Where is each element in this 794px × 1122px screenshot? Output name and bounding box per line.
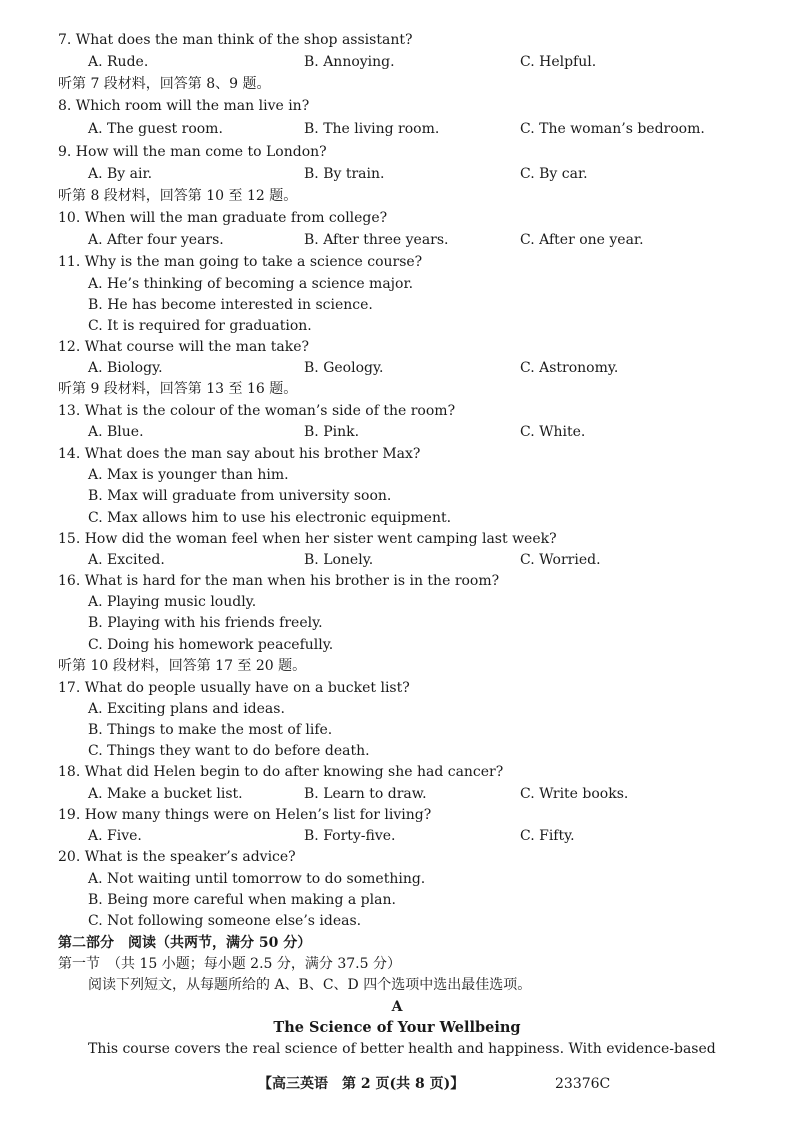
page-footer: [258, 1073, 611, 1095]
option-c: C. Astronomy.: [520, 360, 619, 376]
listening-instruction-9: 听第 9 段材料，回答第 13 至 16 题。: [58, 381, 298, 397]
option-b: B. Annoying.: [304, 54, 395, 70]
option-b: B. The living room.: [304, 121, 440, 137]
option-a: A. By air.: [88, 166, 153, 182]
option-c: C. Helpful.: [520, 54, 597, 70]
reading-instruction: 阅读下列短文，从每题所给的 A、B、C、D 四个选项中选出最佳选项。: [88, 977, 532, 993]
question-16: 16. What is hard for the man when his brother is in the room?: [58, 573, 500, 589]
question-19: 19. How many things were on Helen’s list for living?: [58, 807, 432, 823]
option-a: A. Make a bucket list.: [88, 786, 243, 802]
option-a: A. He’s thinking of becoming a science major.: [88, 276, 414, 292]
option-c: C. Doing his homework peacefully.: [88, 637, 334, 653]
option-a: A. The guest room.: [88, 121, 223, 137]
option-b: B. By train.: [304, 166, 385, 182]
passage-title: The Science of Your Wellbeing: [273, 1019, 521, 1036]
option-b: B. Geology.: [304, 360, 384, 376]
option-c: C. Write books.: [520, 786, 629, 802]
listening-instruction-10: 听第 10 段材料，回答第 17 至 20 题。: [58, 658, 307, 674]
section-1-heading: 第一节 （共 15 小题；每小题 2.5 分，满分 37.5 分）: [58, 956, 401, 972]
option-c: C. Worried.: [520, 552, 601, 568]
question-15: 15. How did the woman feel when her sister went camping last week?: [58, 531, 557, 547]
option-a: A. After four years.: [88, 232, 224, 248]
passage-text: This course covers the real science of better health and happiness. With evidence-based: [88, 1041, 716, 1057]
option-a: A. Max is younger than him.: [88, 467, 289, 483]
option-a: A. Five.: [88, 828, 142, 844]
option-b: B. He has become interested in science.: [88, 297, 373, 313]
part-2-heading: 第二部分 阅读（共两节，满分 50 分）: [58, 935, 312, 951]
option-a: A. Playing music loudly.: [88, 594, 257, 610]
option-b: B. Lonely.: [304, 552, 374, 568]
question-13: 13. What is the colour of the woman’s side of the room?: [58, 403, 456, 419]
option-c: C. Not following someone else’s ideas.: [88, 913, 362, 929]
option-b: B. Things to make the most of life.: [88, 722, 333, 738]
option-c: C. Max allows him to use his electronic equipment.: [88, 510, 452, 526]
option-b: B. Playing with his friends freely.: [88, 615, 323, 631]
question-8: 8. Which room will the man live in?: [58, 98, 310, 114]
question-9: 9. How will the man come to London?: [58, 144, 327, 160]
option-c: C. White.: [520, 424, 586, 440]
option-b: B. After three years.: [304, 232, 449, 248]
question-11: 11. Why is the man going to take a science course?: [58, 254, 423, 270]
option-b: B. Forty-five.: [304, 828, 396, 844]
option-a: A. Rude.: [88, 54, 149, 70]
option-b: B. Being more careful when making a plan.: [88, 892, 396, 908]
option-a: A. Not waiting until tomorrow to do something.: [88, 871, 426, 887]
question-10: 10. When will the man graduate from college?: [58, 210, 388, 226]
option-c: C. By car.: [520, 166, 588, 182]
option-a: A. Excited.: [88, 552, 165, 568]
passage-letter: A: [391, 999, 403, 1015]
question-20: 20. What is the speaker’s advice?: [58, 849, 296, 865]
option-c: C. Things they want to do before death.: [88, 743, 370, 759]
listening-instruction-8: 听第 8 段材料，回答第 10 至 12 题。: [58, 188, 298, 204]
option-c: C. It is required for graduation.: [88, 318, 312, 334]
option-b: B. Pink.: [304, 424, 360, 440]
option-a: A. Exciting plans and ideas.: [88, 701, 285, 717]
question-18: 18. What did Helen begin to do after knowing she had cancer?: [58, 764, 504, 780]
option-c: C. Fifty.: [520, 828, 575, 844]
question-12: 12. What course will the man take?: [58, 339, 310, 355]
option-a: A. Biology.: [88, 360, 163, 376]
option-b: B. Learn to draw.: [304, 786, 427, 802]
question-17: 17. What do people usually have on a bucket list?: [58, 680, 410, 696]
footer-code: 23376C: [555, 1076, 611, 1092]
option-b: B. Max will graduate from university soon.: [88, 488, 392, 504]
footer-label: 【高三英语 第 2 页(共 8 页)】: [258, 1076, 465, 1092]
option-c: C. After one year.: [520, 232, 644, 248]
listening-instruction-7: 听第 7 段材料，回答第 8、9 题。: [58, 76, 271, 92]
question-14: 14. What does the man say about his brother Max?: [58, 446, 421, 462]
question-7: 7. What does the man think of the shop assistant?: [58, 32, 413, 48]
option-a: A. Blue.: [88, 424, 144, 440]
option-c: C. The woman’s bedroom.: [520, 121, 705, 137]
